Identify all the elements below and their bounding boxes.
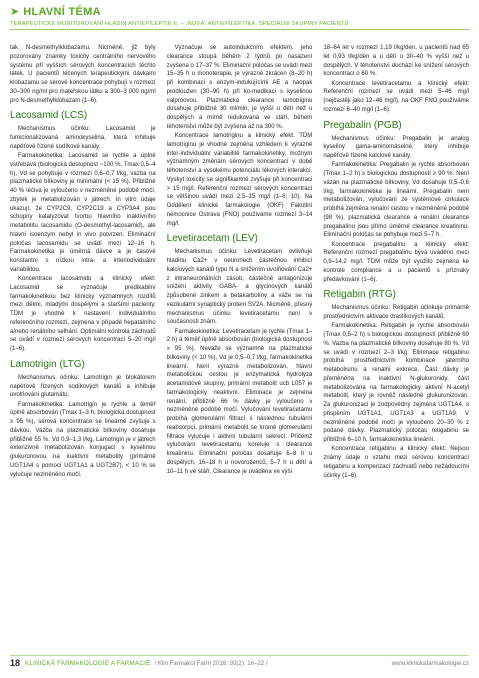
heading-retigabin: Retigabin (RTG): [323, 289, 396, 301]
article-body: [10, 44, 469, 640]
heading-lacosamid: Lacosamid (LCS): [10, 110, 88, 122]
heading-levetiracetam: Levetiracetam (LEV): [166, 233, 258, 245]
paragraph: Koncentrace retigabinu a klinický efekt: Nejsou známy údaje o vztahu mezi sérovou koncentrací retigabinu a kompenzací záchvatů nebo nežádoucími účinky (1–6).: [323, 446, 470, 479]
citation: / Klin Farmakol Farm 2016; 30(2): 16–22 /: [154, 659, 268, 667]
paragraph: Mechanismus účinku: Pregabalin je analog kyseliny gama-aminomáselné, který inhibuje napěťově řízené kalciové kanály.: [323, 135, 470, 159]
paragraph: 18–64 let v rozmezí 1,19 l/kg/den, u pacientů nad 65 let 0,93 l/kg/den a u dětí o 30–40 % vyšší než u dospělých. V těhotenství dochází ke snížení sérových koncentrací o 60 %.: [323, 45, 470, 78]
column-3: [323, 44, 469, 640]
paragraph: Mechanismus účinku: Lamotrigin je blokátorem napěťově řízených sodíkových kanálů a inhibuje uvolňování glutamátu.: [10, 374, 156, 399]
heading-pregabalin: Pregabalin (PGB): [323, 119, 402, 131]
heading-lamotrigin: Lamotrigin (LTG): [10, 358, 85, 370]
paragraph: Farmakokinetika: Lacosamid se rychle a úplně vstřebává (biologická dostupnost ~100 %, Tmax 0,5–4 h), Vd se pohybuje v rozmezí 0,6–0,7 l/kg, vazba na plazmatické bílkoviny je minimální (< 15 %). Přibližně 40 % léčiva je vyloučeno v nezměněné podobě močí, zbytek je metabolizován v játrech. In vitro údaje ukazují, že CYP2C9, CYP2C19 a CYP3A4 jsou schopny katalyzovat tvorbu hlavního inaktivního metabolitu lacosamidu (O-desmethyl-lacosamid), ale hlavní isoenzym nebyl in vivo potvrzen. Eliminační poločas lacosamidu se uvádí mezi 12–16 h. Farmakokinetika je úměrná dávce a je časově konstantní s nízkou intra- a interindividuální variabilitou.: [10, 153, 156, 273]
paragraph: Koncentrace lamotriginu a klinický efekt: TDM lamotriginu je vhodné zejména vzhledem k výrazné inter-individuální variabilitě farmakokinetiky, možným významným změnám sérových koncentrací v době těhotenství a vysokému potenciálu lékových interakcí. Vyskyt toxicity se signifikantně zvyšuje při koncentraci > 15 mg/l. Referenční rozmezí sérových koncentrací se většinou uvádí mezi 2,5–15 mg/l (1–6; 10). Na Oddělení klinické farmakologie (OKF) Fakultní nemocnice Ostrava (FNO) používáme rozmezí 3–14 mg/l.: [166, 133, 313, 227]
running-header: [10, 6, 470, 30]
page-number: 18: [10, 658, 21, 668]
paragraph: Farmakokinetika: Lamotrigin je rychle a téměř úplně absorbován (Tmax 1–3 h, biologická dostupnost ≥ 95 %), sérová koncentrace se lineárně zvyšuje s dávkou. Vazba na plazmatické bílkoviny dosahuje přibližně 55 %, Vd 0,9–1,3 l/kg. Lamotrigin je v játrech extenzivně metabolizován konjugací s kyselinou glukuronovou na inaktivní metabolity (primárně UGT1A4 s pomocí UGT1A1 a UGT2B7), < 10 % se vylučuje nezměněno močí.: [10, 401, 156, 478]
paragraph: Koncentrace lacosamidu a klinický efekt: Lacosamid se vyznačuje predikabilní farmakokinetikou bez klinicky významných rozdílů mezi dětmi, mladými dospělými a staršími pacienty. TDM je vhodné k nastavení individuálního referenčního rozmezí, zejména v případě hepatálního a/nebo renálního selhání. Optimální kontrola záchvatů se uvádí v rozmezí sérových koncentrací 5–20 mg/l (1–6).: [10, 276, 156, 352]
arrow-right-icon: ➤: [10, 5, 20, 18]
paragraph: tak N-desmethylklobazamu. Nicméně, již byly pozorovány známky toxicity centrálního nervového systému při vyšších sérových koncentracích těchto látek. U pacientů léčených terapeutickými dávkami klobazamu se sérové koncentrace pohybují v rozmezí 30–300 ng/ml pro mateřskou látku a 300–3 000 ng/ml pro N-desmethylklobazam (1–6).: [10, 45, 156, 104]
column-2: [167, 44, 313, 640]
paragraph: Mechanismus účinku: Lacosamid je funkcionalizovaná aminokyselina, která inhibuje napěťově řízené sodíkové kanály.: [10, 126, 156, 150]
paragraph: Vyznačuje se autoindukčním efektem, jeho clearance stoupá běhěm 2 týdnů po nasazení zvýšena o 17–37 %. Eliminační poločas se uvádí mezi 15–35 h u monoterapie, je výrazně zkrácen (8–20 h) při kombinaci s enzym-indukujícími AE a naopak prodloužen (30–90 h) při ko-medikaci s kyselinou valproovou. Plazmatická clearance lamotriginu dosahuje přibližně 30 ml/min, je vyšší u dětí než u dospělých a mírně redukovaná ve stáří, během těhotenství může být zvýšena až na 300 %.: [166, 45, 313, 130]
website-link[interactable]: www.klinickafarmakologie.cz: [391, 659, 469, 667]
paragraph: Koncentrace levetiracetamu a klinický efekt: Referenční rozmezí se uvádí mezi 5–46 mg/l (nejčastěji jako 12–46 mg/l), na OKF FNO používáme rozmezí 6–40 mg/l (1–6).: [323, 80, 470, 113]
journal-name: KLINICKÁ FARMAKOLOGIE A FARMACIE: [25, 659, 151, 667]
paragraph: Farmakokinetika: Levetiracetam je rychle (Tmax 1–2 h) a téměř úplně absorbován (biologická dostupnost ≥ 95 %). Neváže se významně na plazmatické bílkoviny (< 10 %), Vd je 0,5–0,7 l/kg, farmakokinetika lineární. Není výrazně metabolizován, hlavní metabolickou cestou je enzymatická hydrolýza acetamidové skupiny, primární metabolit ucb L057 je farmakologicky neaktivní. Eliminace je zejména renální, přibližně 66 % dávky je vyloučeno v nezměněné podobě močí. Vylučování levetiracetamu probíhá glomerulární filtrací s následnou tubulární reabsorpcí, primární metabolit se kromě glomerulární filtrace vylučuje i aktivní tubulární sekrecí. Přičemž vylučování levetiracetamu koreluje s clearance kreatininu. Eliminační poločas dosahuje 6–8 h u dospělých, 16–18 h u novorozenců, 5–7 h u dětí a 10–11 h ve stáří. Clearance je uváděna ve výši: [166, 328, 313, 475]
paragraph: Koncentrace pregabalinu a klinický efekt: Referenční rozmezí pregabalinu bývá uváděno mezi 0,9–14,2 mg/l. TDM může být využito zejména ke kontrole compliance a u pacientů s příznaky předávkování (1–6).: [323, 241, 470, 283]
page-footer: [10, 655, 469, 670]
section-title: [10, 6, 470, 18]
column-1: [10, 44, 156, 640]
article-subtitle: TERAPEUTICKÉ MONITOROVÁNÍ HLADIN ANTIEPILEPTIK II. – „NOVÁ“ ANTIEPILEPTIKA, SPECIÁLNÍ SKUPINY PACIENTŮ: [10, 21, 349, 27]
paragraph: Farmakokinetika: Retigabin je rychle absorbován (Tmax 0,5–2 h) s biologickou dostupností přibližně 60 %. Vazba na plazmatické bílkoviny dosahuje 80 %, Vd se uvádí v rozmezí 2–3 l/kg. Eliminace retigabinu probíhá prostřednictvím kombinace jaterního metabolismu a renální exkrece. Část dávky je přeměněna na inaktivní N-glukuronidy, část metabolizována na farmakologicky aktivní N-acetyl metabolit, který je rovněž následně glukuronizován. Za glukuronizaci je zodpovědný zejména UGT1A4, s přispěním UGT1A1, UGT1A3 a UGT1A9. V nezměněné podobě močí je vyloučeno 20–30 % z podané dávky. Plazmatický poločas retigabinu se přibližně 6–10 h, farmakokinetika lineární.: [323, 323, 470, 443]
header-divider: [10, 29, 470, 30]
paragraph: Mechanismus účinku: Retigabin účinkuje primárně prostřednictvím aktivace draslíkových kanálů.: [323, 305, 470, 320]
paragraph: Farmakokinetika: Pregabalin je rychle absorbován (Tmax 1–2 h) s biologickou dostupností ≥ 90 %. Není vázán na plazmatické bílkoviny, Vd dosahuje 0,5–0,6 l/kg, farmakokinetika je lineární. Pregabalin není metabolizován, vylučování ze systémové cirkulace probíhá zejména renální cestou v nezměněné podobě (98 %), plazmatická clearance a renální clearance pregabalinu jsou přímo úměrné clearance kreatininu. Eliminační poločas se pohybuje mezi 5–7 h.: [323, 162, 470, 239]
section-title-text: HLAVNÍ TÉMA: [23, 6, 101, 18]
paragraph: Mechanismus účinku: Levetiracetam ovlivňuje hladinu Ca2+ v neuronech částečnou inhibicí kalciových kanálů typu N a snížením uvolňování Ca2+ z intraneuronálních zásob, částečně antagonizuje snížení aktivity GABA- a glycinových kanálů způsobené zinkem a betakarbolíny a váže se na vezikulární synaptický protein SV2A. Nicméně, přesný mechanismus účinku levetiracetamu není v současnosti znám.: [166, 249, 313, 326]
